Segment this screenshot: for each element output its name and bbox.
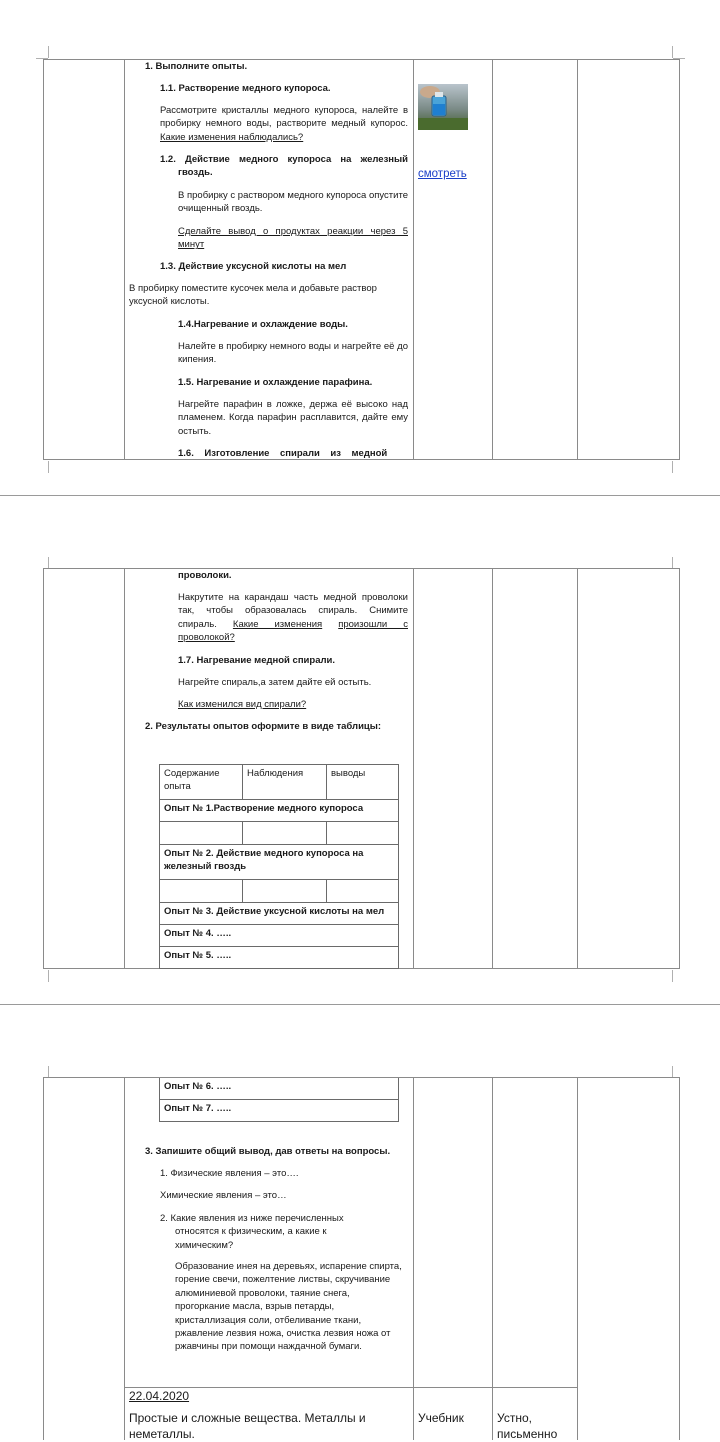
experiment-1-3-title: 1.3. Действие уксусной кислоты на мел xyxy=(160,261,347,272)
table-row xyxy=(160,880,399,903)
table-column-border xyxy=(124,59,125,460)
experiment-1-1-question: Какие изменения наблюдались? xyxy=(160,131,304,143)
page-corner-mark xyxy=(48,461,49,473)
page-corner-mark xyxy=(672,970,673,982)
experiment-1-1-instructions: Рассмотрите кристаллы медного купороса, налейте в пробирку немного воды, растворите медный купорос. xyxy=(160,105,408,130)
table-column-border xyxy=(43,568,44,969)
table-row xyxy=(160,1078,399,1100)
experiment-row-3: Опыт № 3. Действие уксусной кислоты на мел xyxy=(160,903,399,925)
experiment-1-7-question: Как изменился вид спирали? xyxy=(178,699,307,710)
question-1: 1. Физические явления – это…. xyxy=(160,1168,299,1179)
table-column-border xyxy=(43,1077,44,1440)
step-2-title: 2. Результаты опытов оформите в виде таблицы: xyxy=(145,721,382,732)
experiment-1-6-question-part-2: произошли с проволокой? xyxy=(178,618,408,644)
table-column-border xyxy=(124,568,125,969)
table-row xyxy=(160,947,399,969)
page-corner-mark xyxy=(672,461,673,473)
question-1-chemical: Химические явления – это… xyxy=(160,1190,287,1201)
experiment-row-5: Опыт № 5. ….. xyxy=(160,947,399,969)
table-row-border xyxy=(124,1387,578,1388)
experiment-1-3-text: В пробирку поместите кусочек мела и добавьте раствор уксусной кислоты. xyxy=(129,283,377,308)
results-table-continued xyxy=(159,1078,399,1122)
table-column-border xyxy=(413,568,414,969)
page-corner-mark xyxy=(48,46,49,58)
page-2 xyxy=(0,496,720,1004)
results-table-header xyxy=(160,765,399,800)
page-3 xyxy=(0,1005,720,1440)
video-thumbnail-icon[interactable] xyxy=(418,84,468,130)
table-row xyxy=(160,800,399,822)
experiment-row-2: Опыт № 2. Действие медного купороса на железный гвоздь xyxy=(160,845,399,880)
lesson-resource: Учебник xyxy=(418,1411,464,1425)
experiment-1-6-title-end: проволоки. xyxy=(178,570,232,581)
step-3-title: 3. Запишите общий вывод, дав ответы на вопросы. xyxy=(145,1146,391,1157)
lesson-topic: Простые и сложные вещества. Металлы и неметаллы. xyxy=(129,1411,366,1441)
table-row xyxy=(160,822,399,845)
table-column-border xyxy=(679,59,680,460)
table-column-border xyxy=(577,1077,578,1440)
experiment-1-6-question-part-1: Какие изменения xyxy=(232,618,323,630)
empty-cell[interactable] xyxy=(327,880,399,903)
table-row xyxy=(160,1100,399,1122)
experiment-1-2-text: В пробирку с раствором медного купороса опустите очищенный гвоздь. xyxy=(178,190,408,215)
empty-cell[interactable] xyxy=(327,822,399,845)
experiment-row-6: Опыт № 6. ….. xyxy=(160,1078,399,1100)
experiment-1-6-title-start: 1.6. Изготовление спирали из медной xyxy=(178,448,388,459)
page-1 xyxy=(0,0,720,495)
results-table xyxy=(159,764,399,969)
experiment-1-7-title: 1.7. Нагревание медной спирали. xyxy=(178,655,335,666)
table-column-border xyxy=(492,568,493,969)
page-corner-mark xyxy=(672,46,673,58)
experiment-row-7: Опыт № 7. ….. xyxy=(160,1100,399,1122)
table-column-border xyxy=(577,59,578,460)
table-column-border xyxy=(43,59,44,460)
experiment-row-1: Опыт № 1.Растворение медного купороса xyxy=(160,800,399,822)
experiment-1-2-question: Сделайте вывод о продуктах реакции через 5 минут xyxy=(178,226,408,251)
table-row xyxy=(160,903,399,925)
table-column-border xyxy=(679,1077,680,1440)
phenomena-list: Образование инея на деревьях, испарение спирта, горение свечи, пожелтение листвы, скручивание алюминиевой проволоки, таяние снега, прогоркание масла, взрыв петарды, кристаллизация соли, отбеливание ткани, ржавление лезвия ножа, очистка лезвия ножа от ржавчины при помощи наждачной бумаги. xyxy=(175,1261,402,1353)
header-conclusions: выводы xyxy=(327,765,399,800)
experiment-1-1-text xyxy=(160,104,408,144)
experiment-1-4-text: Налейте в пробирку немного воды и нагрейте её до кипения. xyxy=(178,341,408,366)
table-row xyxy=(160,925,399,947)
experiment-1-4-title: 1.4.Нагревание и охлаждение воды. xyxy=(178,319,348,330)
lesson-date: 22.04.2020 xyxy=(129,1389,190,1403)
experiment-1-6-instructions: Накрутите на карандаш часть медной проволоки так, чтобы образовалась спираль. Снимите спираль. xyxy=(178,592,408,630)
empty-cell[interactable] xyxy=(243,822,327,845)
empty-cell[interactable] xyxy=(160,880,243,903)
table-column-border xyxy=(492,59,493,460)
watch-link[interactable]: смотреть xyxy=(418,168,467,180)
table-border-top xyxy=(43,59,680,60)
table-row xyxy=(160,845,399,880)
table-column-border xyxy=(492,1077,493,1440)
experiment-1-1-title: 1.1. Растворение медного купороса. xyxy=(160,83,331,94)
experiment-1-2-title: 1.2. Действие медного купороса на железный гвоздь. xyxy=(160,154,408,179)
table-column-border xyxy=(577,568,578,969)
experiment-1-7-text: Нагрейте спираль,а затем дайте ей остыть. xyxy=(178,677,372,688)
experiment-1-5-title: 1.5. Нагревание и охлаждение парафина. xyxy=(178,377,373,388)
table-column-border xyxy=(124,1077,125,1440)
header-observations: Наблюдения xyxy=(243,765,327,800)
table-column-border xyxy=(413,1077,414,1440)
table-column-border xyxy=(413,59,414,460)
header-experiment: Содержание опыта xyxy=(160,765,243,800)
question-2: 2. Какие явления из ниже перечисленных относятся к физическим, а какие к химическим? xyxy=(160,1213,344,1251)
step-1-title: 1. Выполните опыты. xyxy=(145,61,248,72)
empty-cell[interactable] xyxy=(160,822,243,845)
lesson-form: Устно, письменно xyxy=(497,1411,558,1441)
experiment-1-6-text xyxy=(178,591,408,645)
page-corner-mark xyxy=(48,970,49,982)
empty-cell[interactable] xyxy=(243,880,327,903)
table-border-top xyxy=(43,568,680,569)
experiment-1-5-text: Нагрейте парафин в ложке, держа её высоко над пламенем. Когда парафин расплавится, дайте ему остыть. xyxy=(178,399,408,437)
experiment-row-4: Опыт № 4. ….. xyxy=(160,925,399,947)
table-column-border xyxy=(679,568,680,969)
